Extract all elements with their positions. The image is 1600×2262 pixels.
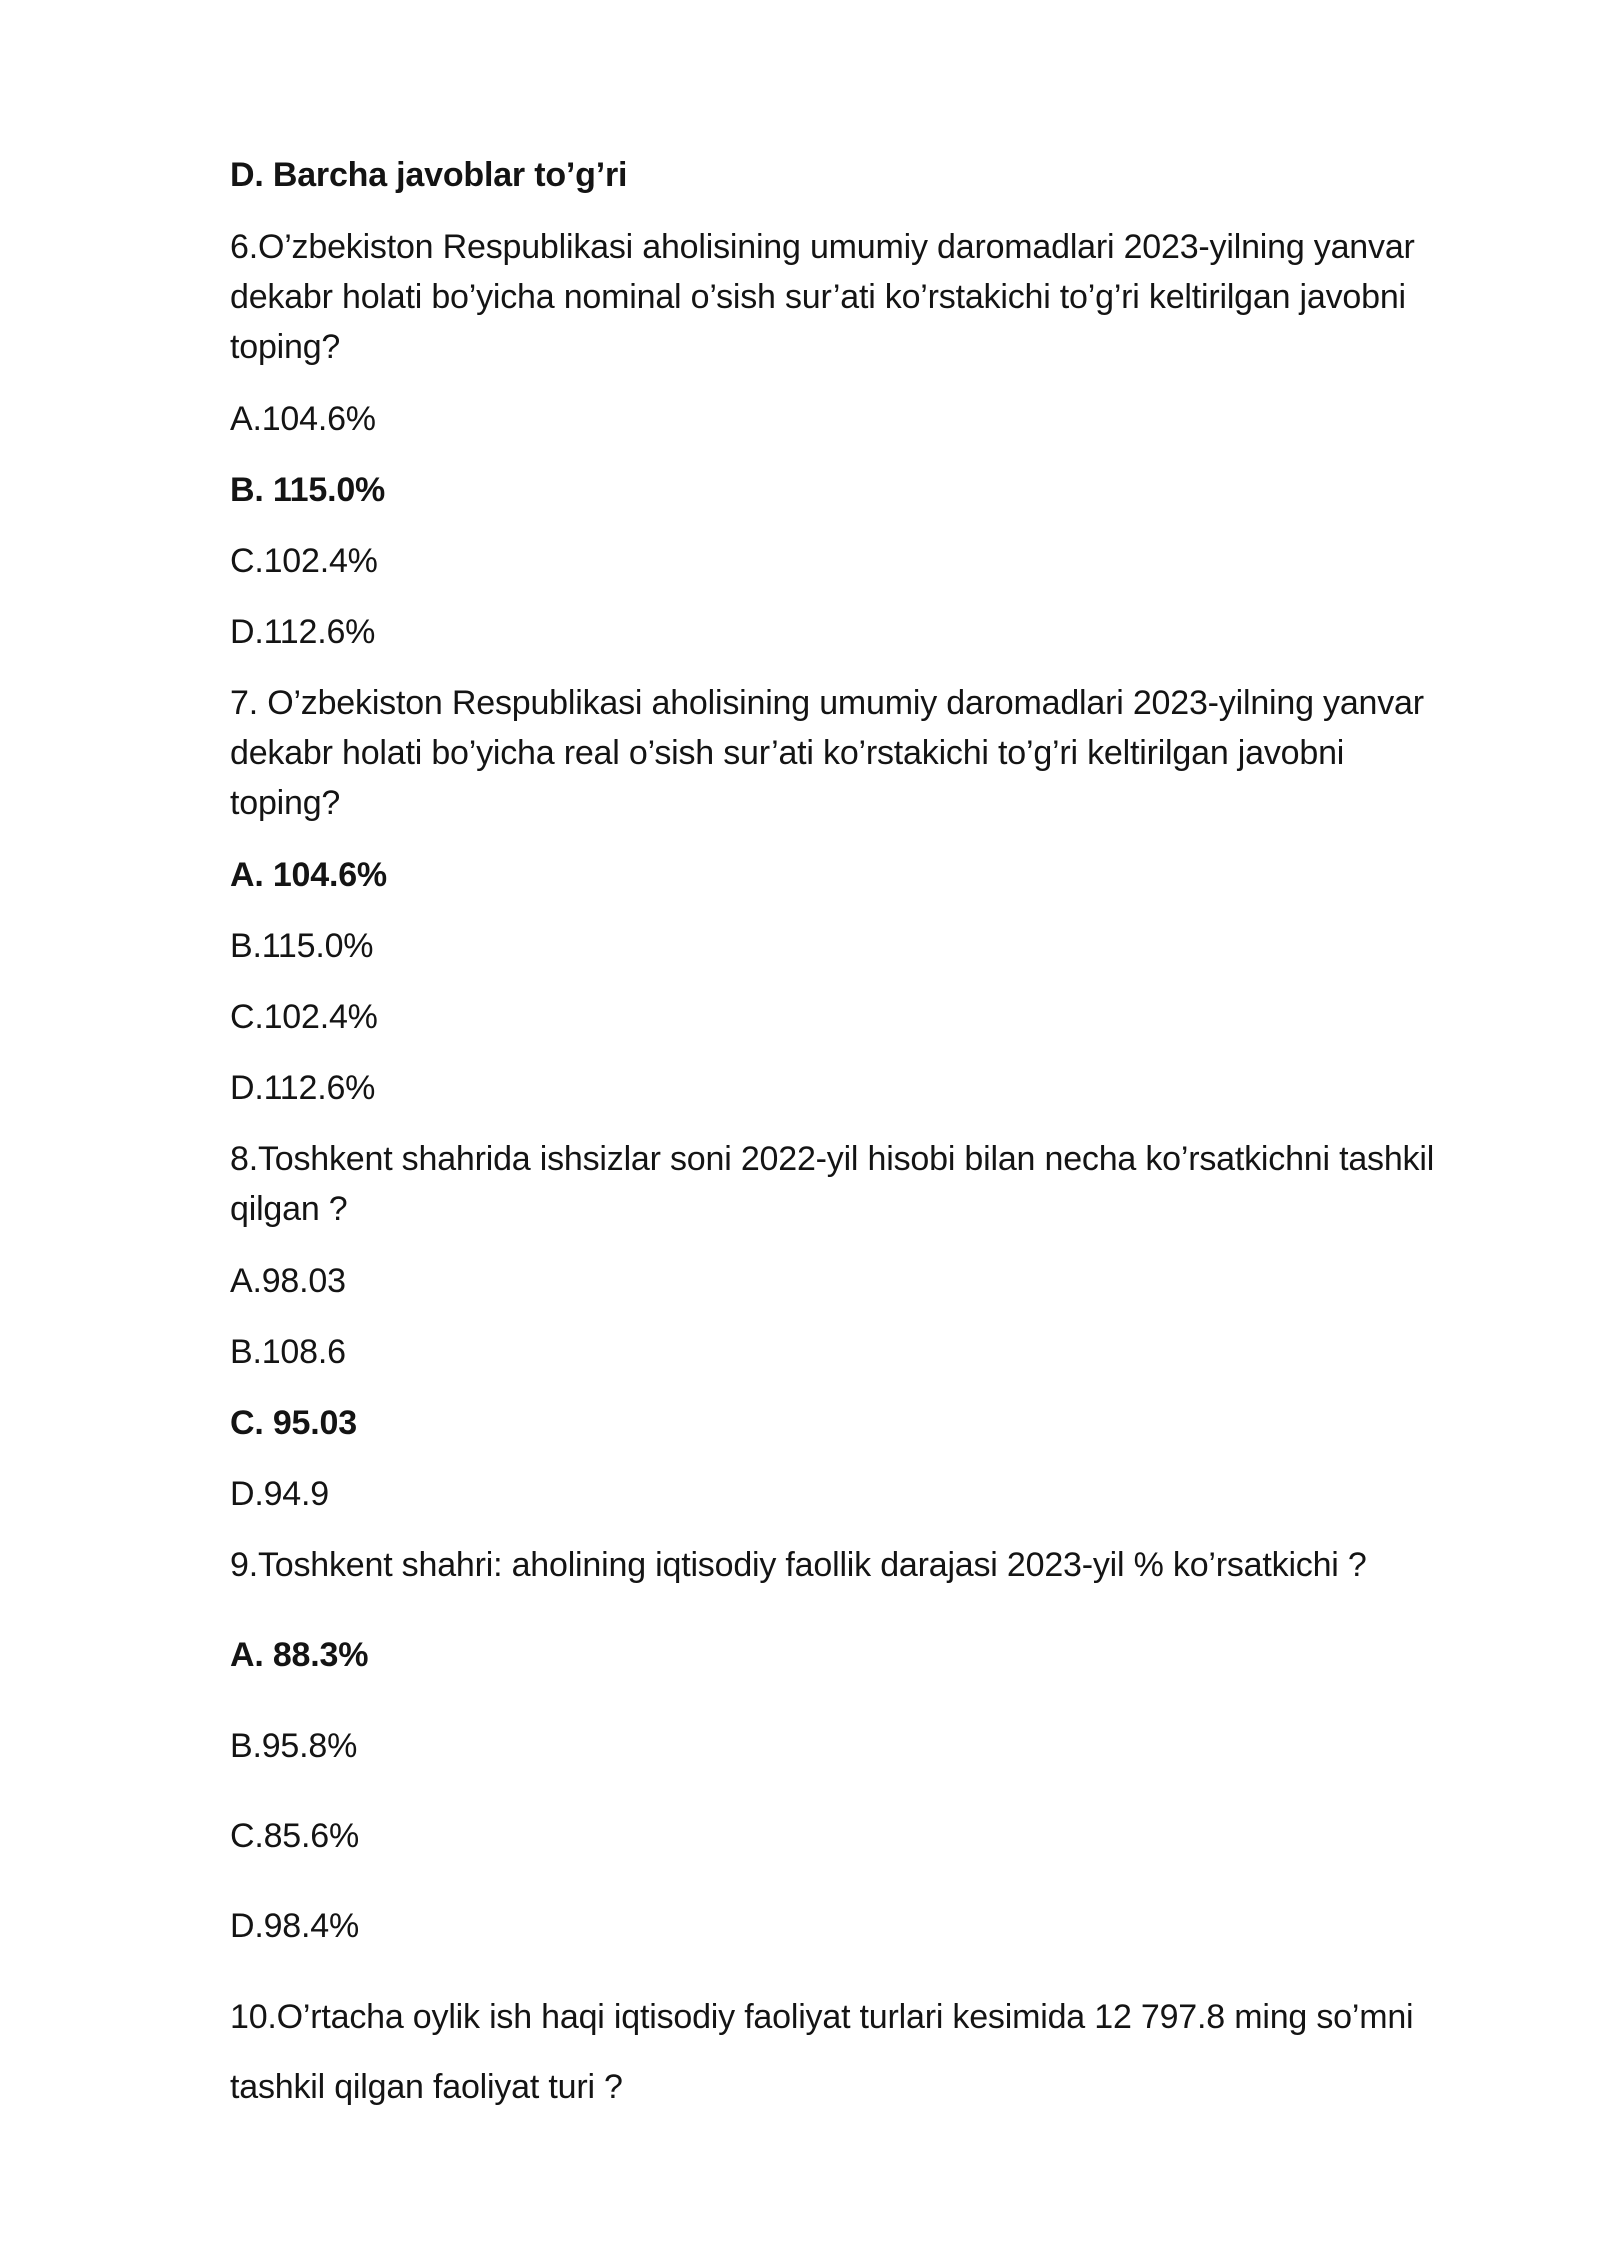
question-9: [230, 1540, 1500, 1590]
q6-option-d: D.112.6%: [230, 613, 376, 651]
question-7: [230, 678, 1500, 828]
previous-correct-answer: D. Barcha javoblar to’g’ri: [230, 156, 628, 194]
q8-option-b: B.108.6: [230, 1333, 346, 1371]
q8-option-c-correct: C. 95.03: [230, 1404, 357, 1442]
question-text-line: qilgan ?: [230, 1190, 348, 1228]
question-text-line: 6.O’zbekiston Respublikasi aholisining umumiy daromadlari 2023-yilning yanvar: [230, 228, 1415, 266]
question-text-line: 7. O’zbekiston Respublikasi aholisining umumiy daromadlari 2023-yilning yanvar: [230, 684, 1424, 722]
q8-option-a: A.98.03: [230, 1262, 346, 1300]
document-page: [230, 0, 1500, 2262]
q7-option-a-correct: A. 104.6%: [230, 856, 387, 894]
q7-option-b: B.115.0%: [230, 927, 374, 965]
q9-option-b: B.95.8%: [230, 1727, 358, 1765]
q7-option-d: D.112.6%: [230, 1069, 376, 1107]
question-8: [230, 1134, 1500, 1234]
q6-option-c: C.102.4%: [230, 542, 378, 580]
q9-option-c: C.85.6%: [230, 1817, 360, 1855]
question-10: [230, 1982, 1500, 2122]
question-text-line: tashkil qilgan faoliyat turi ?: [230, 2068, 623, 2106]
question-text-line: toping?: [230, 784, 341, 822]
question-text-line: dekabr holati bo’yicha real o’sish sur’ati ko’rstakichi to’g’ri keltirilgan javobni: [230, 734, 1345, 772]
q9-option-a-correct: A. 88.3%: [230, 1636, 369, 1674]
question-text-line: 9.Toshkent shahri: aholining iqtisodiy faollik darajasi 2023-yil % ko’rsatkichi ?: [230, 1546, 1367, 1584]
q9-option-d: D.98.4%: [230, 1907, 360, 1945]
question-text-line: dekabr holati bo’yicha nominal o’sish sur’ati ko’rstakichi to’g’ri keltirilgan javobni: [230, 278, 1406, 316]
question-6: [230, 222, 1500, 372]
question-text-line: 10.O’rtacha oylik ish haqi iqtisodiy faoliyat turlari kesimida 12 797.8 ming so’mni: [230, 1998, 1414, 2036]
q6-option-b-correct: B. 115.0%: [230, 471, 386, 509]
q6-option-a: A.104.6%: [230, 400, 376, 438]
q7-option-c: C.102.4%: [230, 998, 378, 1036]
question-text-line: toping?: [230, 328, 341, 366]
q8-option-d: D.94.9: [230, 1475, 329, 1513]
question-text-line: 8.Toshkent shahrida ishsizlar soni 2022-yil hisobi bilan necha ko’rsatkichni tashkil: [230, 1140, 1435, 1178]
